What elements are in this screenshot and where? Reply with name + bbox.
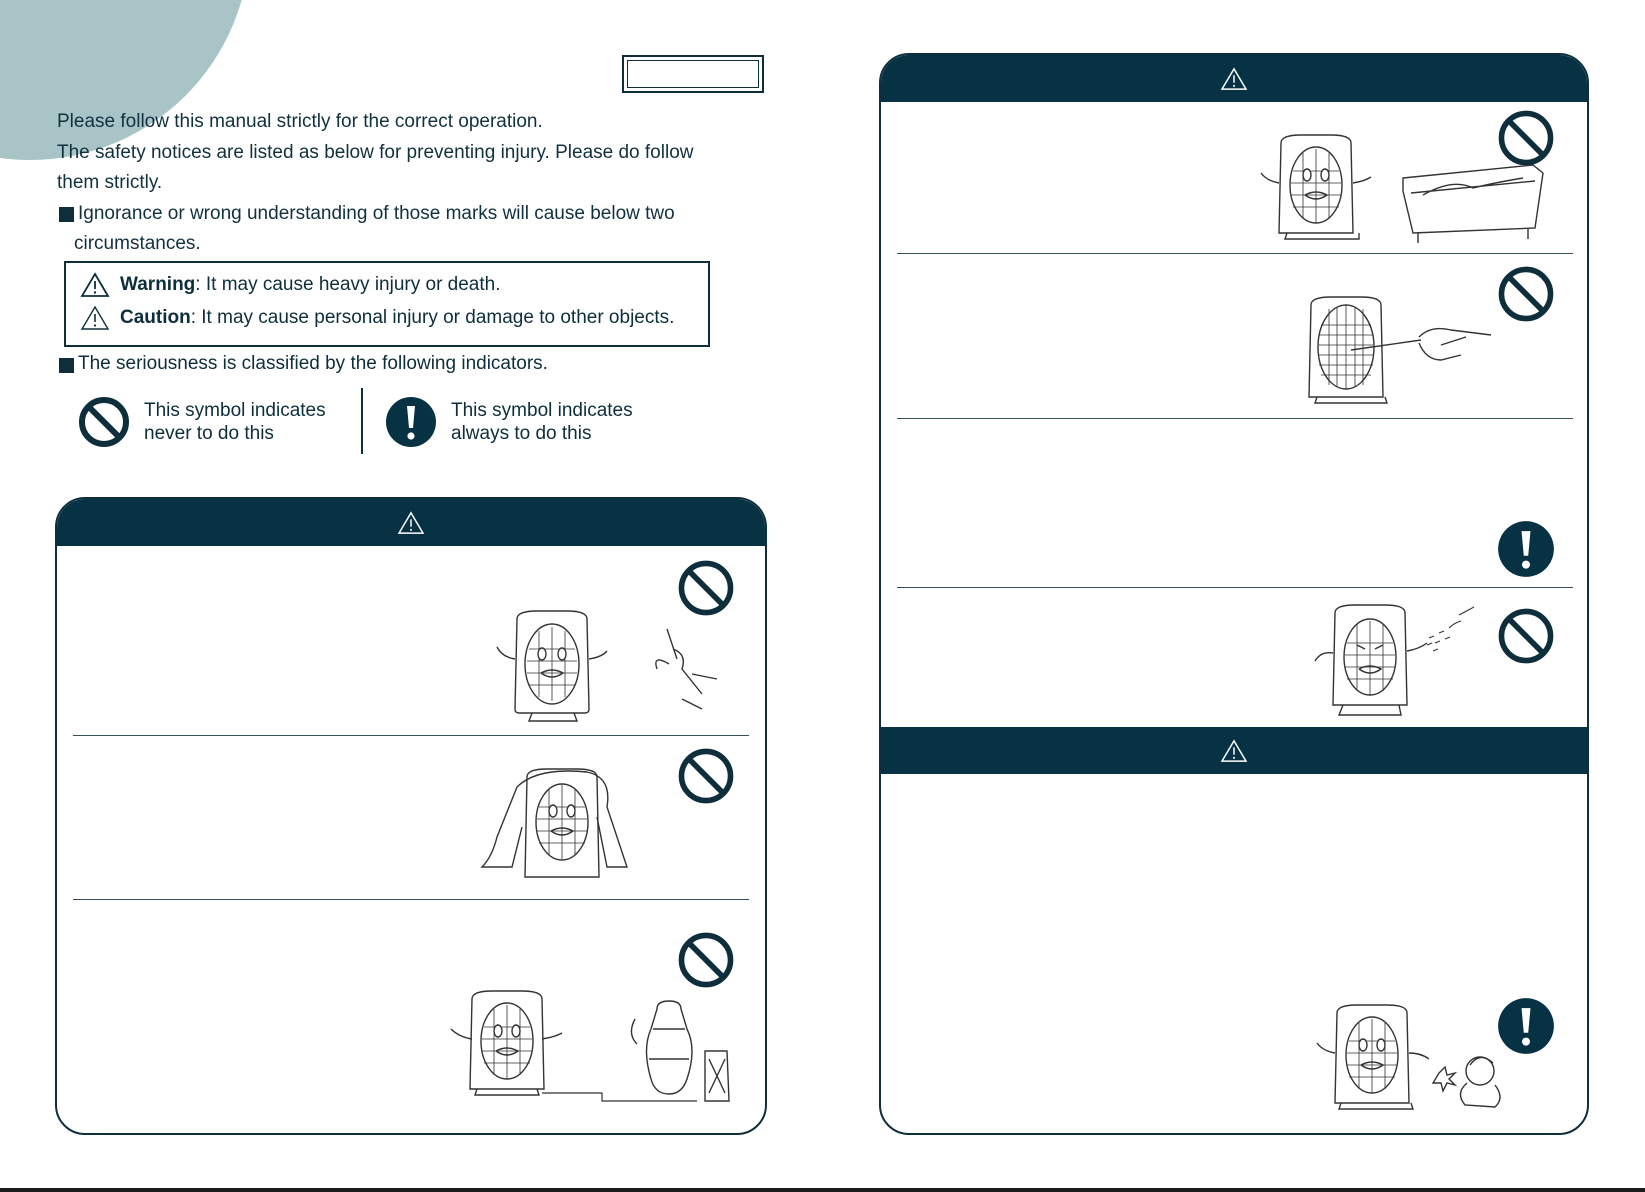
row-divider (897, 253, 1573, 254)
warning-description: : It may cause heavy injury or death. (195, 274, 501, 295)
heater-child-safety-illustration (1305, 1003, 1505, 1118)
prohibited-icon (78, 396, 130, 448)
exclamation-icon (1497, 520, 1555, 578)
intro-line-3: them strictly. (57, 172, 163, 193)
intro-text (57, 107, 757, 260)
warning-triangle-icon (397, 511, 425, 535)
row-divider (73, 899, 749, 900)
prohibited-icon (1497, 607, 1555, 665)
seriousness-line: The seriousness is classified by the following indicators. (57, 353, 548, 375)
square-bullet-icon (59, 207, 74, 222)
exclamation-icon (1497, 997, 1555, 1055)
heater-water-spray-illustration (1299, 603, 1499, 723)
caution-term: Caution (120, 307, 191, 328)
legend-caution (80, 305, 674, 331)
prohibited-icon (677, 747, 735, 805)
page-bottom-border (0, 1188, 1645, 1192)
warning-panel-left (55, 497, 767, 1135)
indicator-never (78, 396, 326, 448)
heater-covered-cloth-illustration (477, 767, 657, 892)
indicator-always (385, 396, 633, 448)
row-divider (897, 587, 1573, 588)
prohibited-icon (1497, 265, 1555, 323)
warning-triangle-icon (80, 272, 110, 298)
intro-line-1: Please follow this manual strictly for the correct operation. (57, 111, 543, 132)
exclamation-icon (385, 396, 437, 448)
legend-warning (80, 272, 501, 298)
indicator-divider (361, 388, 363, 454)
warning-triangle-icon (1220, 67, 1248, 91)
panel-header-caution (881, 727, 1587, 774)
indicator-always-line1: This symbol indicates (451, 400, 633, 421)
warning-panel-right (879, 53, 1589, 1135)
intro-line-2: The safety notices are listed as below for preventing injury. Please do follow (57, 141, 694, 163)
caution-description: : It may cause personal injury or damage to other objects. (190, 307, 675, 328)
heater-insert-object-illustration (1301, 295, 1501, 410)
intro-line-5: circumstances. (74, 233, 201, 254)
prohibited-icon (677, 931, 735, 989)
row-divider (73, 735, 749, 736)
heater-damaged-plug-illustration (477, 609, 737, 729)
indicator-never-line1: This symbol indicates (144, 400, 326, 421)
indicator-never-line2: never to do this (144, 423, 274, 444)
row-divider (897, 418, 1573, 419)
caution-triangle-icon (80, 305, 110, 331)
indicator-always-line2: always to do this (451, 423, 592, 444)
section-title-box (622, 55, 764, 93)
caution-triangle-icon (1220, 739, 1248, 763)
warning-term: Warning (120, 274, 196, 295)
panel-header-warning (881, 55, 1587, 102)
panel-header (57, 499, 765, 546)
intro-bullet-ignorance: Ignorance or wrong understanding of those marks will cause below two (57, 199, 757, 230)
square-bullet-icon (59, 358, 74, 373)
mark-legend-box (64, 261, 710, 347)
heater-flammable-gas-illustration (437, 989, 757, 1109)
heater-near-bathtub-illustration (1253, 133, 1553, 253)
